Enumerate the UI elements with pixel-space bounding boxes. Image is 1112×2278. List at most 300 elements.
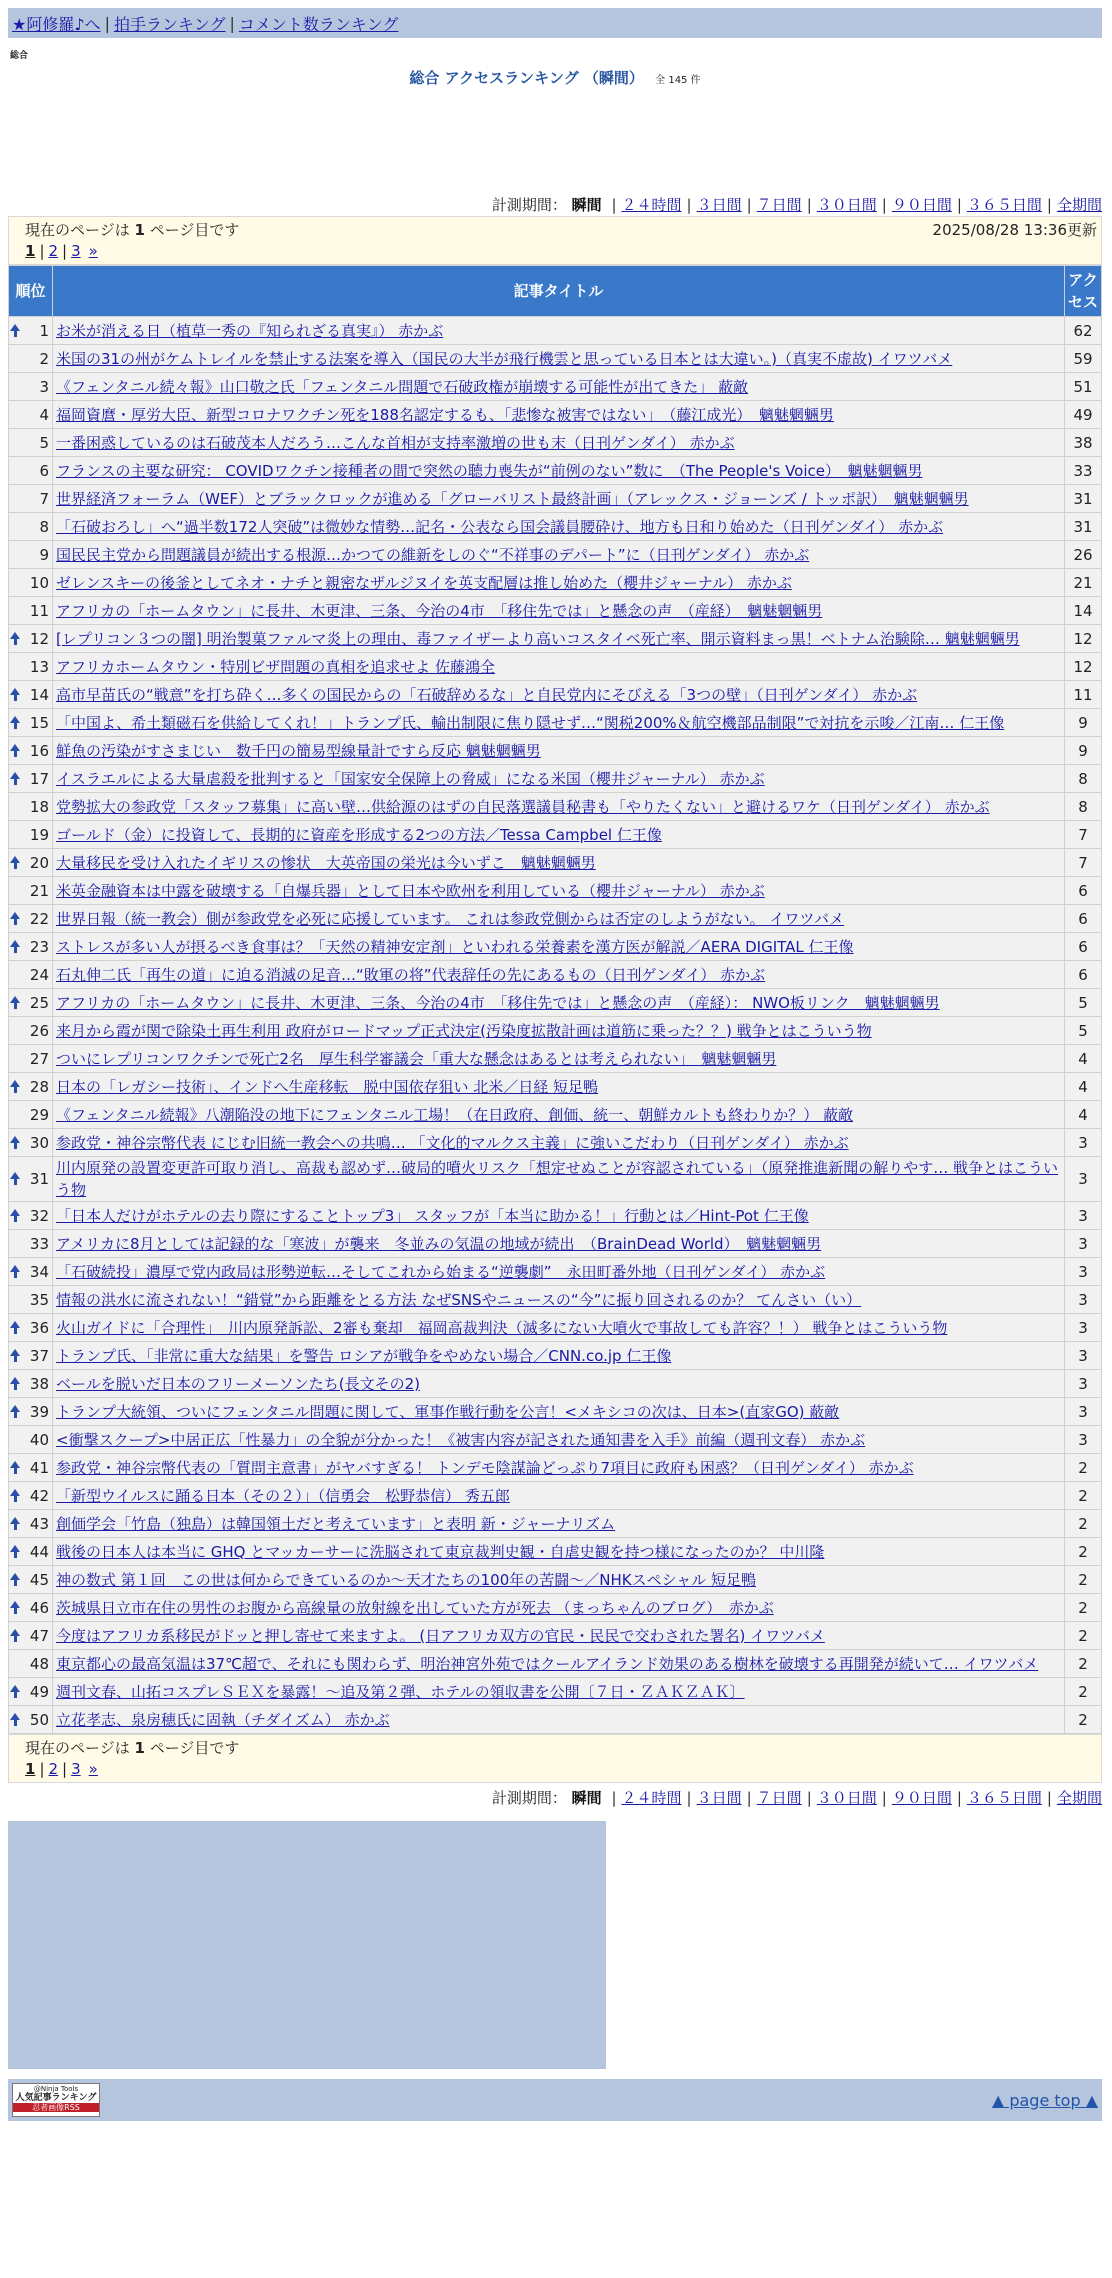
title-cell <box>53 429 1065 457</box>
rank-cell <box>9 1538 53 1566</box>
rank-number: 33 <box>29 1234 49 1253</box>
rank-cell <box>9 401 53 429</box>
rank-number: 48 <box>29 1654 49 1673</box>
rank-number: 40 <box>29 1430 49 1449</box>
table-row <box>9 933 1102 961</box>
article-link[interactable]: 高市早苗氏の“戦意”を打ち砕く…多くの国民からの「石破辞めるな」と自民党内にそびえる「3つの壁」（日刊ゲンダイ） 赤かぶ <box>56 685 918 704</box>
rank-number: 45 <box>29 1570 49 1589</box>
article-link[interactable]: 茨城県日立市在住の男性のお腹から高線量の放射線を出していた方が死去 （まっちゃんのブログ） 赤かぶ <box>56 1598 774 1617</box>
article-link[interactable]: 火山ガイドに「合理性」 川内原発訴訟、2審も棄却 福岡高裁判決（滅多にない大噴火で事故しても許容？！） 戦争とはこういう物 <box>56 1318 948 1337</box>
pager-links <box>25 1760 1097 1778</box>
period-link-4[interactable]: ９０日間 <box>891 196 952 214</box>
article-link[interactable]: アメリカに8月としては記録的な「寒波」が襲来 冬並みの気温の地域が続出 （BrainDead World） 魑魅魍魎男 <box>56 1234 822 1253</box>
pager-separator: | <box>62 242 68 260</box>
article-link[interactable]: 東京都心の最高気温は37℃超で、それにも関わらず、明治神宮外苑ではクールアイランド効果のある樹林を破壊する再開発が続いて… イワツバメ <box>56 1654 1039 1673</box>
title-cell <box>53 1566 1065 1594</box>
period-link-2[interactable]: ７日間 <box>756 1789 802 1807</box>
rank-number: 42 <box>29 1486 49 1505</box>
rank-number: 13 <box>29 657 49 676</box>
pager-page-2[interactable]: 2 <box>48 242 59 260</box>
table-row <box>9 513 1102 541</box>
title-cell <box>53 1538 1065 1566</box>
table-row <box>9 709 1102 737</box>
rank-number: 47 <box>29 1626 49 1645</box>
article-link[interactable]: 世界日報（統一教会）側が参政党を必死に応援しています。 これは参政党側からは否定のしようがない。 イワツバメ <box>56 909 845 928</box>
rank-number: 43 <box>29 1514 49 1533</box>
nav-separator: | <box>104 13 110 33</box>
rank-cell <box>9 1622 53 1650</box>
article-link[interactable]: 米国の31の州がケムトレイルを禁止する法案を導入（国民の大半が飛行機雲と思っている日本とは大違い。)（真実不虚故) イワツバメ <box>56 349 953 368</box>
access-count: 4 <box>1065 1101 1102 1129</box>
article-link[interactable]: ストレスが多い人が摂るべき食事は？「天然の精神安定剤」といわれる栄養素を漢方医が解説／AERA DIGITAL 仁王像 <box>56 937 854 956</box>
table-row <box>9 1650 1102 1678</box>
rank-cell <box>9 1342 53 1370</box>
period-separator: | <box>1046 1789 1052 1807</box>
access-count: 6 <box>1065 877 1102 905</box>
access-count: 3 <box>1065 1258 1102 1286</box>
rank-cell <box>9 597 53 625</box>
period-separator: | <box>1046 196 1052 214</box>
title-cell <box>53 1482 1065 1510</box>
table-row <box>9 1510 1102 1538</box>
access-count: 6 <box>1065 961 1102 989</box>
clap-ranking-link[interactable]: 拍手ランキング <box>113 14 226 34</box>
rank-number: 27 <box>29 1049 49 1068</box>
period-current: 瞬間 <box>571 1789 602 1807</box>
period-label: 計測期間： <box>491 196 567 214</box>
rank-number: 19 <box>29 825 49 844</box>
access-count: 2 <box>1065 1482 1102 1510</box>
rank-cell <box>9 1566 53 1594</box>
table-row <box>9 961 1102 989</box>
article-link[interactable]: アフリカの「ホームタウン」に長井、木更津、三条、今治の4市 「移住先では」と懸念の声 （産経） 魑魅魍魎男 <box>56 601 823 620</box>
pager-page-3[interactable]: 3 <box>71 1760 81 1778</box>
period-separator: | <box>956 196 962 214</box>
table-row <box>9 625 1102 653</box>
access-count: 2 <box>1065 1622 1102 1650</box>
article-link[interactable]: 《フェンタニル続報》八潮陥没の地下にフェンタニル工場！（在日政府、創価、統一、朝鮮カルトも終わりか？） 蔽敵 <box>56 1105 854 1124</box>
period-link-4[interactable]: ９０日間 <box>891 1789 952 1807</box>
pager-separator: | <box>39 242 45 260</box>
title-cell <box>53 317 1065 345</box>
table-row <box>9 1594 1102 1622</box>
table-row <box>9 1622 1102 1650</box>
article-link[interactable]: 石丸伸二氏「再生の道」に迫る消滅の足音…“敗軍の将”代表辞任の先にあるもの（日刊ゲンダイ） 赤かぶ <box>56 965 766 984</box>
article-link[interactable]: 戦後の日本人は本当に GHQ とマッカーサーに洗脳されて東京裁判史観・自虐史観を持つ様になったのか？ 中川隆 <box>56 1542 825 1561</box>
rank-number: 31 <box>29 1170 49 1188</box>
access-count: 3 <box>1065 1202 1102 1230</box>
period-link-0[interactable]: ２４時間 <box>621 1789 682 1807</box>
table-row <box>9 1678 1102 1706</box>
pager-suffix: ページ目です <box>149 221 240 239</box>
rank-cell <box>9 961 53 989</box>
pager-bottom <box>8 1734 1102 1783</box>
rank-cell <box>9 345 53 373</box>
article-link[interactable]: <衝撃スクープ>中居正広「性暴力」の全貌が分かった！《被害内容が記された通知書を入手》前編（週刊文春） 赤かぶ <box>56 1430 866 1449</box>
article-link[interactable]: ベールを脱いだ日本のフリーメーソンたち(長文その2) <box>56 1374 420 1393</box>
pager-next-link[interactable]: » <box>88 1760 98 1778</box>
article-link[interactable]: イスラエルによる大量虐殺を批判すると「国家安全保障上の脅威」になる米国（櫻井ジャーナル） 赤かぶ <box>56 769 765 788</box>
rank-number: 49 <box>29 1682 49 1701</box>
pager-current-page: 1 <box>134 1739 145 1757</box>
rank-cell <box>9 317 53 345</box>
access-count: 3 <box>1065 1230 1102 1258</box>
article-link[interactable]: 情報の洪水に流されない！“錯覚”から距離をとる方法 なぜSNSやニュースの“今”に振り回されるのか？ てんさい（い） <box>56 1290 862 1309</box>
title-cell <box>53 821 1065 849</box>
home-link[interactable]: ★阿修羅♪へ <box>12 14 101 34</box>
rank-cell <box>9 1650 53 1678</box>
title-cell <box>53 709 1065 737</box>
access-count: 3 <box>1065 1157 1102 1202</box>
article-link[interactable]: 創価学会「竹島（独島）は韓国領土だと考えています」と表明 新・ジャーナリズム <box>56 1514 616 1533</box>
article-link[interactable]: トランプ氏、「非常に重大な結果」を警告 ロシアが戦争をやめない場合／CNN.co.jp 仁王像 <box>56 1346 672 1365</box>
table-row <box>9 1230 1102 1258</box>
period-separator: | <box>611 196 617 214</box>
period-link-3[interactable]: ３０日間 <box>816 1789 877 1807</box>
table-row <box>9 345 1102 373</box>
title-cell <box>53 1342 1065 1370</box>
rank-number: 38 <box>29 1374 49 1393</box>
access-count: 6 <box>1065 905 1102 933</box>
article-link[interactable]: アフリカの「ホームタウン」に長井、木更津、三条、今治の4市 「移住先では」と懸念の声 （産経）： NWO板リンク 魑魅魍魎男 <box>56 993 940 1012</box>
access-count: 62 <box>1065 317 1102 345</box>
table-row <box>9 1398 1102 1426</box>
nav-separator: | <box>229 13 235 33</box>
title-cell <box>53 1073 1065 1101</box>
access-count: 4 <box>1065 1045 1102 1073</box>
rank-number: 46 <box>29 1598 49 1617</box>
article-link[interactable]: 「日本人だけがホテルの去り際にすることトップ3」 スタッフが「本当に助かる！」行動とは／Hint-Pot 仁王像 <box>56 1206 809 1225</box>
period-separator: | <box>611 1789 617 1807</box>
rank-cell <box>9 1017 53 1045</box>
table-row <box>9 569 1102 597</box>
rank-number: 18 <box>29 797 49 816</box>
period-link-5[interactable]: ３６５日間 <box>966 1789 1042 1807</box>
period-link-1[interactable]: ３日間 <box>696 196 742 214</box>
period-separator: | <box>881 196 887 214</box>
title-cell <box>53 681 1065 709</box>
pager-prefix: 現在のページは <box>25 221 130 239</box>
rank-cell <box>9 625 53 653</box>
rank-number: 4 <box>39 405 49 424</box>
table-row <box>9 485 1102 513</box>
title-cell <box>53 1202 1065 1230</box>
period-link-0[interactable]: ２４時間 <box>621 196 682 214</box>
article-link[interactable]: 立花孝志、泉房穂氏に固執（チダイズム） 赤かぶ <box>56 1710 390 1729</box>
period-link-3[interactable]: ３０日間 <box>816 196 877 214</box>
badge-line-2: 人気記事ランキング <box>15 2093 97 2103</box>
rank-cell <box>9 1594 53 1622</box>
period-links <box>606 196 1102 214</box>
table-row <box>9 877 1102 905</box>
header-title: 記事タイトル <box>53 266 1065 317</box>
access-count: 2 <box>1065 1678 1102 1706</box>
rank-cell <box>9 737 53 765</box>
pager-prefix: 現在のページは <box>25 1739 130 1757</box>
title-cell <box>53 1045 1065 1073</box>
article-link[interactable]: ゴールド（金）に投資して、長期的に資産を形成する2つの方法／Tessa Campbel 仁王像 <box>56 825 662 844</box>
access-count: 8 <box>1065 793 1102 821</box>
category-label: 総合 <box>10 51 29 61</box>
access-count: 49 <box>1065 401 1102 429</box>
rank-number: 22 <box>29 909 49 928</box>
period-selector-top <box>8 194 1102 216</box>
table-row <box>9 821 1102 849</box>
access-count: 5 <box>1065 1017 1102 1045</box>
table-row <box>9 653 1102 681</box>
period-separator: | <box>686 1789 692 1807</box>
page-title <box>8 67 1102 88</box>
rank-number: 12 <box>29 629 49 648</box>
access-count: 3 <box>1065 1398 1102 1426</box>
access-count: 3 <box>1065 1426 1102 1454</box>
table-row <box>9 681 1102 709</box>
rank-cell <box>9 1454 53 1482</box>
rank-number: 11 <box>29 601 49 620</box>
title-cell <box>53 401 1065 429</box>
article-link[interactable]: お米が消える日（植草一秀の『知られざる真実』） 赤かぶ <box>56 321 444 340</box>
rank-number: 7 <box>39 489 49 508</box>
period-label: 計測期間： <box>491 1789 567 1807</box>
rank-cell <box>9 1101 53 1129</box>
table-row <box>9 1482 1102 1510</box>
access-count: 38 <box>1065 429 1102 457</box>
rank-cell <box>9 1398 53 1426</box>
title-cell <box>53 849 1065 877</box>
article-link[interactable]: ついにレプリコンワクチンで死亡2名 厚生科学審議会「重大な懸念はあるとは考えられない」 魑魅魍魎男 <box>56 1049 777 1068</box>
article-link[interactable]: 「石破続投」濃厚で党内政局は形勢逆転…そしてこれから始まる“逆襲劇” 永田町番外地（日刊ゲンダイ） 赤かぶ <box>56 1262 826 1281</box>
page <box>8 8 1102 2121</box>
pager-page-1: 1 <box>25 1760 36 1778</box>
article-link[interactable]: トランプ大統領、ついにフェンタニル問題に関して、軍事作戦行動を公言！<メキシコの次は、日本>(直家GO) 蔽敵 <box>56 1402 840 1421</box>
rank-number: 6 <box>39 461 49 480</box>
rank-number: 25 <box>29 993 49 1012</box>
rank-cell <box>9 457 53 485</box>
title-cell <box>53 877 1065 905</box>
title-cell <box>53 793 1065 821</box>
title-cell <box>53 1622 1065 1650</box>
table-row <box>9 1073 1102 1101</box>
access-count: 12 <box>1065 625 1102 653</box>
period-link-1[interactable]: ３日間 <box>696 1789 742 1807</box>
rank-cell <box>9 1157 53 1202</box>
article-link[interactable]: 川内原発の設置変更許可取り消し、高裁も認めず…破局的噴火リスク「想定せぬことが容認されている」（原発推進新聞の解りやす… 戦争とはこういう物 <box>56 1159 1058 1199</box>
rank-number: 29 <box>29 1105 49 1124</box>
article-link[interactable]: 国民民主党から問題議員が続出する根源…かつての維新をしのぐ“不祥事のデパート”に（日刊ゲンダイ） 赤かぶ <box>56 545 810 564</box>
rank-cell <box>9 1045 53 1073</box>
article-link[interactable]: 「石破おろし」へ“過半数172人突破”は微妙な情勢…記名・公表なら国会議員腰砕け、地方も日和り始めた（日刊ゲンダイ） 赤かぶ <box>56 517 944 536</box>
period-separator: | <box>881 1789 887 1807</box>
access-count: 9 <box>1065 709 1102 737</box>
article-link[interactable]: 神の数式 第１回 この世は何からできているのか〜天才たちの100年の苦闘〜／NHKスペシャル 短足鴨 <box>56 1570 757 1589</box>
title-cell <box>53 989 1065 1017</box>
table-row <box>9 317 1102 345</box>
rank-number: 35 <box>29 1290 49 1309</box>
title-cell <box>53 457 1065 485</box>
article-link[interactable]: アフリカホームタウン・特別ビザ問題の真相を追求せよ 佐藤鴻全 <box>56 657 496 676</box>
title-cell <box>53 1370 1065 1398</box>
access-count: 8 <box>1065 765 1102 793</box>
access-count: 31 <box>1065 513 1102 541</box>
access-count: 2 <box>1065 1454 1102 1482</box>
access-count: 3 <box>1065 1342 1102 1370</box>
rank-cell <box>9 933 53 961</box>
article-link[interactable]: 一番困惑しているのは石破茂本人だろう…こんな首相が支持率激増の世も末（日刊ゲンダイ） 赤かぶ <box>56 433 735 452</box>
title-cell <box>53 1101 1065 1129</box>
access-count: 14 <box>1065 597 1102 625</box>
table-row <box>9 1566 1102 1594</box>
article-link[interactable]: 鮮魚の汚染がすさまじい 数千円の簡易型線量計ですら反応 魑魅魍魎男 <box>56 741 541 760</box>
pager-next-link[interactable]: » <box>88 242 98 260</box>
article-link[interactable]: 世界経済フォーラム（WEF）とブラックロックが進める「グローバリスト最終計画」（アレックス・ジョーンズ / トッポ訳） 魑魅魍魎男 <box>56 489 969 508</box>
rank-number: 3 <box>39 377 49 396</box>
article-link[interactable]: 参政党・神谷宗幣代表の「質問主意書」がヤバすぎる！ トンデモ陰謀論どっぷり7項目に政府も困惑？（日刊ゲンダイ） 赤かぶ <box>56 1458 914 1477</box>
badge-line-3: 忍者画像RSS <box>13 2103 99 2112</box>
article-link[interactable]: 福岡資麿・厚労大臣、新型コロナワクチン死を188名認定するも、「悲惨な被害ではない」 （藤江成光） 魑魅魍魎男 <box>56 405 834 424</box>
rank-number: 30 <box>29 1133 49 1152</box>
rank-cell <box>9 1202 53 1230</box>
access-count: 4 <box>1065 1073 1102 1101</box>
table-row <box>9 1342 1102 1370</box>
article-link[interactable]: ゼレンスキーの後釜としてネオ・ナチと親密なザルジヌイを英支配層は推し始めた（櫻井ジャーナル） 赤かぶ <box>56 573 792 592</box>
rank-number: 21 <box>29 881 49 900</box>
period-link-6[interactable]: 全期間 <box>1056 196 1102 214</box>
period-link-2[interactable]: ７日間 <box>756 196 802 214</box>
access-count: 3 <box>1065 1370 1102 1398</box>
table-row <box>9 1045 1102 1073</box>
pager-page-3[interactable]: 3 <box>71 242 81 260</box>
access-count: 3 <box>1065 1286 1102 1314</box>
rank-number: 26 <box>29 1021 49 1040</box>
rank-cell <box>9 373 53 401</box>
table-row <box>9 737 1102 765</box>
table-row <box>9 457 1102 485</box>
article-link[interactable]: フランスの主要な研究： COVIDワクチン接種者の間で突然の聴力喪失が“前例のない”数に （The People's Voice） 魑魅魍魎男 <box>56 461 923 480</box>
rank-cell <box>9 1678 53 1706</box>
rank-number: 41 <box>29 1458 49 1477</box>
access-count: 6 <box>1065 933 1102 961</box>
pager-top <box>8 216 1102 265</box>
table-row <box>9 905 1102 933</box>
article-link[interactable]: 《フェンタニル続々報》山口敬之氏「フェンタニル問題で石破政権が崩壊する可能性が出てきた」 蔽敵 <box>56 377 749 396</box>
pager-links <box>25 242 1097 260</box>
article-link[interactable]: 「中国よ、希土類磁石を供給してくれ！」トランプ氏、輸出制限に焦り隠せず…“関税200%＆航空機部品制限”で対抗を示唆／江南… 仁王像 <box>56 713 1005 732</box>
comment-ranking-link[interactable]: コメント数ランキング <box>238 14 399 34</box>
pager-page-2[interactable]: 2 <box>48 1760 59 1778</box>
table-row <box>9 1129 1102 1157</box>
access-count: 2 <box>1065 1510 1102 1538</box>
article-link[interactable]: 週刊文春、山拓コスプレＳＥＸを暴露！〜追及第２弾、ホテルの領収書を公開〔７日・ＺＡＫＺＡＫ〕 <box>56 1682 745 1701</box>
ad-placeholder <box>8 1821 606 2069</box>
title-cell <box>53 1129 1065 1157</box>
rank-cell <box>9 429 53 457</box>
ninja-tools-badge[interactable] <box>12 2083 100 2117</box>
period-separator: | <box>806 196 812 214</box>
table-row <box>9 1538 1102 1566</box>
article-link[interactable]: 来月から霞が関で除染土再生利用 政府がロードマップ正式決定(汚染度拡散計画は道筋に乗った？？) 戦争とはこういう物 <box>56 1021 872 1040</box>
rank-number: 39 <box>29 1402 49 1421</box>
rank-number: 15 <box>29 713 49 732</box>
footer-bar <box>8 2079 1102 2121</box>
title-cell <box>53 485 1065 513</box>
table-row <box>9 989 1102 1017</box>
article-link[interactable]: 今度はアフリカ系移民がドッと押し寄せて来ますよ。 (日アフリカ双方の官民・民民で交わされた署名) イワツバメ <box>56 1626 825 1645</box>
table-row <box>9 1157 1102 1202</box>
period-links <box>606 1789 1102 1807</box>
access-count: 9 <box>1065 737 1102 765</box>
header-access: アクセス <box>1065 266 1102 317</box>
rank-number: 8 <box>39 517 49 536</box>
badge-line-1: @Ninja Tools <box>33 2085 79 2093</box>
rank-number: 20 <box>29 853 49 872</box>
title-cell <box>53 1594 1065 1622</box>
ranking-table <box>8 265 1102 1734</box>
rank-cell <box>9 1314 53 1342</box>
title-cell <box>53 1650 1065 1678</box>
article-link[interactable]: 日本の「レガシー技術」、インドへ生産移転 脱中国依存狙い 北米／日経 短足鴨 <box>56 1077 599 1096</box>
table-row <box>9 429 1102 457</box>
table-row <box>9 1202 1102 1230</box>
access-count: 26 <box>1065 541 1102 569</box>
rank-number: 32 <box>29 1206 49 1225</box>
access-count: 2 <box>1065 1538 1102 1566</box>
title-cell <box>53 653 1065 681</box>
table-row <box>9 765 1102 793</box>
article-link[interactable]: 党勢拡大の参政党「スタッフ募集」に高い壁…供給源のはずの自民落選議員秘書も「やりたくない」と避けるワケ（日刊ゲンダイ） 赤かぶ <box>56 797 990 816</box>
title-cell <box>53 373 1065 401</box>
rank-number: 36 <box>29 1318 49 1337</box>
title-cell <box>53 1230 1065 1258</box>
rank-number: 9 <box>39 545 49 564</box>
page-top-link[interactable]: ▲ page top ▲ <box>991 2090 1098 2110</box>
rank-number: 44 <box>29 1542 49 1561</box>
access-count: 3 <box>1065 1314 1102 1342</box>
access-count: 5 <box>1065 989 1102 1017</box>
table-row <box>9 401 1102 429</box>
rank-cell <box>9 1370 53 1398</box>
title-cell <box>53 1157 1065 1202</box>
title-cell <box>53 765 1065 793</box>
article-link[interactable]: 大量移民を受け入れたイギリスの惨状 大英帝国の栄光は今いずこ 魑魅魍魎男 <box>56 853 596 872</box>
table-row <box>9 1454 1102 1482</box>
rank-cell <box>9 1510 53 1538</box>
title-cell <box>53 1258 1065 1286</box>
title-cell <box>53 1510 1065 1538</box>
pager-suffix: ページ目です <box>149 1739 240 1757</box>
period-link-5[interactable]: ３６５日間 <box>966 196 1042 214</box>
rank-cell <box>9 877 53 905</box>
article-link[interactable]: 参政党・神谷宗幣代表 にじむ旧統一教会への共鳴… 「文化的マルクス主義」に強いこだわり（日刊ゲンダイ） 赤かぶ <box>56 1133 849 1152</box>
access-count: 21 <box>1065 569 1102 597</box>
article-link[interactable]: 米英金融資本は中露を破壊する「自爆兵器」として日本や欧州を利用している（櫻井ジャーナル） 赤かぶ <box>56 881 765 900</box>
period-link-6[interactable]: 全期間 <box>1056 1789 1102 1807</box>
article-link[interactable]: [レプリコン３つの闇] 明治製菓ファルマ炎上の理由、毒ファイザーより高いコスタイベ死亡率、開示資料まっ黒！ベトナム治験除… 魑魅魍魎男 <box>56 629 1020 648</box>
article-link[interactable]: 「新型ウイルスに踊る日本（その２）」（信勇会 松野恭信） 秀五郎 <box>56 1486 510 1505</box>
rank-number: 10 <box>29 573 49 592</box>
pager-current-page: 1 <box>134 221 145 239</box>
access-count: 3 <box>1065 1129 1102 1157</box>
table-row <box>9 1370 1102 1398</box>
title-cell <box>53 1398 1065 1426</box>
rank-number: 50 <box>29 1710 49 1729</box>
table-row <box>9 597 1102 625</box>
rank-cell <box>9 849 53 877</box>
title-cell <box>53 737 1065 765</box>
table-row <box>9 1286 1102 1314</box>
table-row <box>9 1706 1102 1734</box>
table-row <box>9 1101 1102 1129</box>
table-header-row <box>9 266 1102 317</box>
